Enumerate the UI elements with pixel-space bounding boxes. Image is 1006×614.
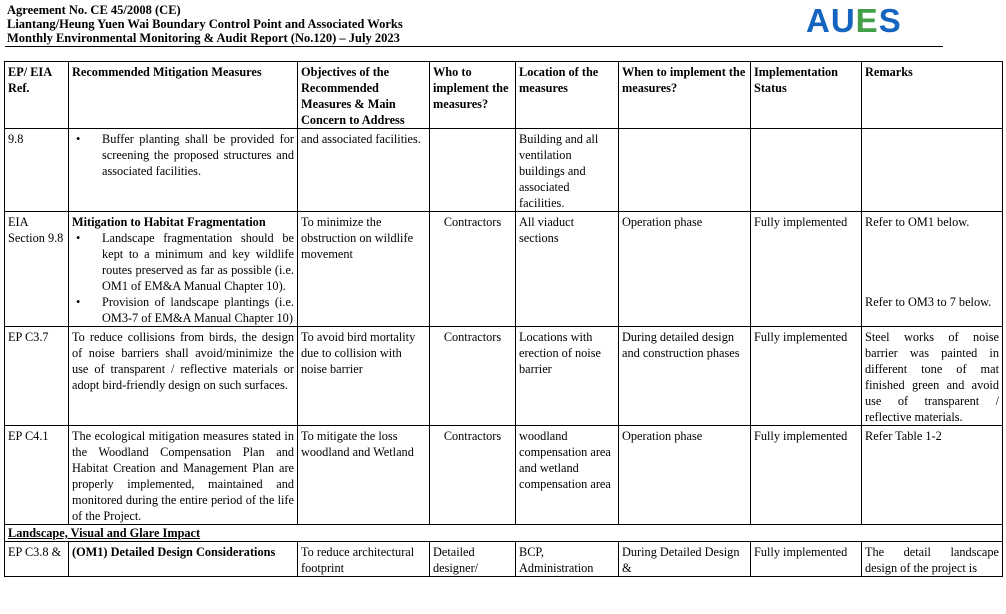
objective-cell: and associated facilities.	[298, 129, 430, 212]
objective-cell: To minimize the obstruction on wildlife movement	[298, 212, 430, 327]
location-cell: Building and all ventilation buildings and associated facilities.	[516, 129, 619, 212]
section-heading-row	[5, 525, 1003, 542]
ref-cell: 9.8	[5, 129, 69, 212]
col-header-location: Location of the measures	[516, 62, 619, 129]
remarks-om3-7: Refer to OM3 to 7 below.	[865, 295, 992, 309]
measure-cell	[69, 129, 298, 212]
table-row	[5, 542, 1003, 577]
who-cell: Detailed designer/	[430, 542, 516, 577]
col-header-objectives: Objectives of the Recommended Measures & Main Concern to Address	[298, 62, 430, 129]
status-cell: Fully implemented	[751, 327, 862, 426]
table-row	[5, 327, 1003, 426]
who-cell	[430, 129, 516, 212]
remarks-cell	[862, 212, 1003, 327]
col-header-who: Who to implement the measures?	[430, 62, 516, 129]
measure-cell: To reduce collisions from birds, the design of noise barriers shall avoid/minimize the use of transparent / reflective materials or adopt bird-friendly design on such surfaces.	[69, 327, 298, 426]
remarks-om1: Refer to OM1 below.	[865, 215, 970, 229]
location-cell: All viaduct sections	[516, 212, 619, 327]
report-title: Monthly Environmental Monitoring & Audit Report (No.120) – July 2023	[7, 31, 400, 45]
objective-cell: To reduce architectural footprint	[298, 542, 430, 577]
measure-heading: Mitigation to Habitat Fragmentation	[72, 215, 266, 229]
who-cell: Contractors	[430, 212, 516, 327]
status-cell: Fully implemented	[751, 212, 862, 327]
ref-cell: EP C3.7	[5, 327, 69, 426]
status-cell: Fully implemented	[751, 426, 862, 525]
when-cell	[619, 129, 751, 212]
bullet-item: • Buffer planting shall be provided for screening the proposed structures and associated facilities.	[72, 131, 294, 179]
when-cell: During detailed design and construction phases	[619, 327, 751, 426]
col-header-measures: Recommended Mitigation Measures	[69, 62, 298, 129]
mitigation-measures-table	[4, 61, 1003, 577]
ref-cell: EP C3.8 &	[5, 542, 69, 577]
table-row	[5, 129, 1003, 212]
aues-logo: AUES	[806, 2, 902, 39]
status-cell	[751, 129, 862, 212]
table-row	[5, 426, 1003, 525]
ref-cell: EP C4.1	[5, 426, 69, 525]
header-divider	[5, 46, 943, 47]
remarks-cell: Steel works of noise barrier was painted in different tone of mat finished green and avoid use of transparent / reflective materials.	[862, 327, 1003, 426]
ref-cell: EIA Section 9.8	[5, 212, 69, 327]
location-cell: woodland compensation area and wetland compensation area	[516, 426, 619, 525]
when-cell: During Detailed Design &	[619, 542, 751, 577]
when-cell: Operation phase	[619, 212, 751, 327]
location-cell: BCP, Administration	[516, 542, 619, 577]
status-cell: Fully implemented	[751, 542, 862, 577]
who-cell: Contractors	[430, 426, 516, 525]
when-cell: Operation phase	[619, 426, 751, 525]
measure-cell: (OM1) Detailed Design Considerations	[69, 542, 298, 577]
project-title: Liantang/Heung Yuen Wai Boundary Control Point and Associated Works	[7, 17, 403, 31]
measure-cell: The ecological mitigation measures stated in the Woodland Compensation Plan and Habitat Creation and Management Plan are properly implemented, maintained and monitored during the entire period of the life of the Project.	[69, 426, 298, 525]
bullet-item: • Landscape fragmentation should be kept to a minimum and key wildlife routes preserved as far as possible (i.e. OM1 of EM&A Manual Chapter 10).	[72, 230, 294, 294]
table-row	[5, 212, 1003, 327]
col-header-status: Implementation Status	[751, 62, 862, 129]
col-header-ref: EP/ EIA Ref.	[5, 62, 69, 129]
remarks-cell: The detail landscape design of the project is	[862, 542, 1003, 577]
col-header-when: When to implement the measures?	[619, 62, 751, 129]
report-header	[7, 3, 403, 45]
remarks-cell: Refer Table 1-2	[862, 426, 1003, 525]
remarks-cell	[862, 129, 1003, 212]
who-cell: Contractors	[430, 327, 516, 426]
location-cell: Locations with erection of noise barrier	[516, 327, 619, 426]
bullet-item: • Provision of landscape plantings (i.e. OM3-7 of EM&A Manual Chapter 10)	[72, 294, 294, 326]
measure-cell	[69, 212, 298, 327]
objective-cell: To avoid bird mortality due to collision with noise barrier	[298, 327, 430, 426]
agreement-number: Agreement No. CE 45/2008 (CE)	[7, 3, 181, 17]
section-heading: Landscape, Visual and Glare Impact	[5, 525, 1003, 542]
table-header-row	[5, 62, 1003, 129]
objective-cell: To mitigate the loss woodland and Wetland	[298, 426, 430, 525]
col-header-remarks: Remarks	[862, 62, 1003, 129]
